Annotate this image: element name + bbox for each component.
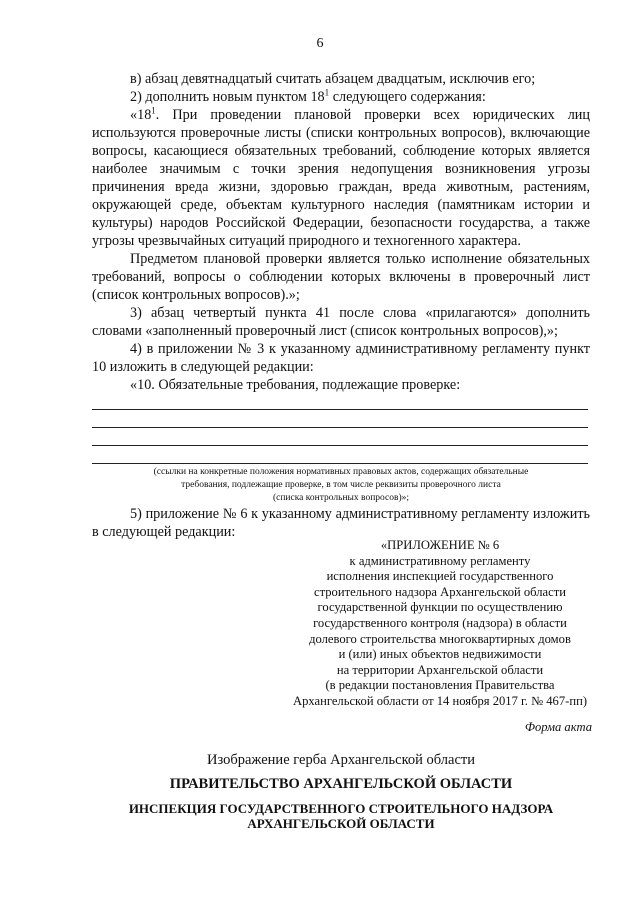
appendix-line: государственного контроля (надзора) в области [313, 615, 567, 630]
inspection-title-line-2: АРХАНГЕЛЬСКОЙ ОБЛАСТИ [247, 816, 435, 831]
government-title: ПРАВИТЕЛЬСТВО АРХАНГЕЛЬСКОЙ ОБЛАСТИ [169, 776, 513, 792]
caption-line-2: требования, подлежащие проверке, в том числе реквизиты проверочного листа [181, 480, 501, 490]
paragraph-subject: Предметом плановой проверки является только исполнение обязательных требований, вопросы о соблюдении которых включены в проверочный лист (список контрольных вопросов).»; [92, 251, 590, 303]
blank-lines-caption [92, 466, 590, 505]
paragraph-5: 5) приложение № 6 к указанному административному регламенту изложить в следующей редакции: [92, 506, 590, 540]
appendix-line: «ПРИЛОЖЕНИЕ № 6 [380, 538, 500, 552]
paragraph-v: в) абзац девятнадцатый считать абзацем двадцатым, исключив его; [130, 71, 536, 87]
blank-line-4 [92, 463, 588, 464]
blank-line-1 [92, 409, 588, 410]
paragraph-2-superscript: 1 [324, 87, 330, 98]
paragraph-10: «10. Обязательные требования, подлежащие проверке: [130, 377, 461, 393]
blank-line-2 [92, 427, 588, 428]
amendment-text-block [92, 70, 590, 394]
appendix-line: долевого строительства многоквартирных домов [309, 631, 571, 646]
paragraph-5-block [92, 505, 590, 541]
paragraph-4: 4) в приложении № 3 к указанному административному регламенту пункт 10 изложить в следующей редакции: [92, 341, 590, 375]
appendix-line: исполнения инспекцией государственного [326, 569, 554, 584]
inspection-title [92, 801, 590, 831]
appendix-line: государственной функции по осуществлению [317, 600, 563, 615]
appendix-line: Архангельской области от 14 ноября 2017 г. № 467-пп) [292, 693, 588, 708]
paragraph-2-tail: следующего содержания: [329, 89, 486, 105]
caption-line-3: (списка контрольных вопросов)»; [272, 493, 410, 503]
paragraph-2 [92, 88, 590, 106]
appendix-line: (в редакции постановления Правительства [325, 678, 555, 693]
form-type-label: Форма акта [524, 720, 592, 734]
caption-line-1: (ссылки на конкретные положения нормативных правовых актов, содержащих обязательные [153, 467, 529, 477]
emblem-placeholder-text: Изображение герба Архангельской области [206, 752, 476, 768]
appendix-heading-block [280, 538, 600, 710]
paragraph-3: 3) абзац четвертый пункта 41 после слова «прилагаются» дополнить словами «заполненный проверочный лист (список контрольных вопросов),»; [92, 305, 590, 339]
appendix-line: и (или) иных объектов недвижимости [338, 647, 542, 662]
page-number: 6 [316, 36, 324, 51]
blank-line-3 [92, 445, 588, 446]
inspection-title-line-1: ИНСПЕКЦИЯ ГОСУДАРСТВЕННОГО СТРОИТЕЛЬНОГО НАДЗОРА [128, 801, 554, 816]
paragraph-2-text: 2) дополнить новым пунктом 18 [130, 89, 325, 105]
paragraph-18-1-text: . При проведении плановой проверки всех юридических лиц используются проверочные листы (списки контрольных вопросов), включающие вопросы, касающиеся обязательных требований, соблюдение которых является наиболее значимым с точки зрения недопущения возникновения угрозы причинения вреда жизни, здоровью граждан, вреда животным, растениям, окружающей среде, объектам культурного наследия (памятникам истории и культуры) народов Российской Федерации, безопасности государства, а также угрозы чрезвычайных ситуаций природного и техногенного характера. [92, 107, 590, 249]
paragraph-18-1-superscript: 1 [151, 105, 156, 116]
appendix-line: строительного надзора Архангельской области [314, 584, 566, 599]
paragraph-18-1-open: «18 [130, 107, 152, 123]
paragraph-18-1 [92, 106, 590, 250]
appendix-line: к административному регламенту [349, 553, 531, 568]
appendix-line: на территории Архангельской области [336, 662, 544, 677]
